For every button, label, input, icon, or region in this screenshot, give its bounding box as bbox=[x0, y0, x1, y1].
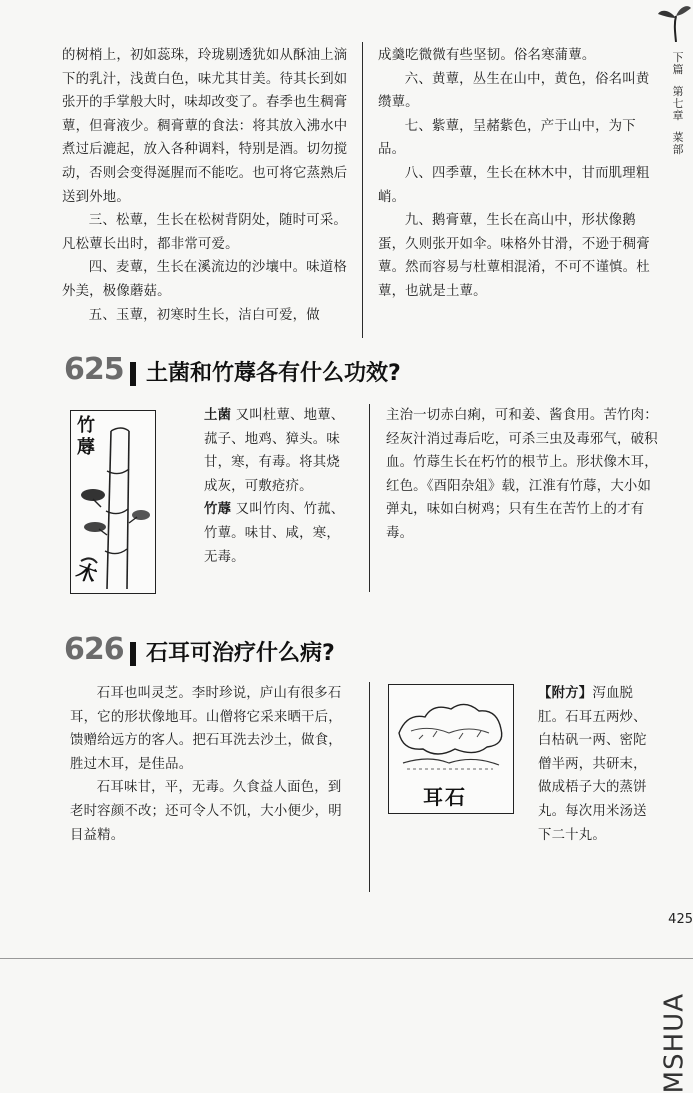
top-right-paragraph: 八、四季蕈，生长在林木中，甘而肌理粗峭。 bbox=[378, 165, 650, 205]
body-paragraph: 主治一切赤白痢，可和姜、酱食用。苦竹肉：经灰汁消过毒后吃，可杀三虫及毒邪气，破积血。竹蓐生长在朽竹的根节上。形状像木耳，红色。《酉阳杂俎》载，江淮有竹蓐，大小如弹丸，味如白树鸡；只有生在苦竹上的才有毒。 bbox=[386, 408, 658, 541]
section-title: 土菌和竹蓐各有什么功效? bbox=[146, 361, 401, 386]
term-paragraph bbox=[196, 498, 352, 569]
figure-caption: 竹蓐 bbox=[77, 415, 95, 458]
section-title: 石耳可治疗什么病? bbox=[146, 641, 335, 666]
top-left-paragraph: 的树梢上，初如蕊珠，玲珑剔透犹如从酥油上滴下的乳汁，浅黄白色，味尤其甘美。待其长到如张开的手掌般大时，味却改变了。春季也生稠膏蕈，但膏液少。稠膏蕈的食法：将其放入沸水中煮过后漉起，放入各种调料，特别是酒。切勿搅动，否则会变得涎腥而不能吃。也可将它蒸熟后送到外地。 bbox=[62, 48, 348, 205]
column-divider bbox=[362, 42, 363, 338]
formula-label: 【附方】 bbox=[538, 685, 593, 701]
top-left-paragraph: 四、麦蕈，生长在溪流边的沙壤中。味道格外美，极像蘑菇。 bbox=[62, 260, 348, 299]
top-right-paragraph: 成羹吃微微有些坚韧。俗名寒蒲蕈。 bbox=[378, 48, 596, 63]
figure-caption: 耳石 bbox=[423, 785, 467, 809]
term-label: 土菌 bbox=[204, 407, 232, 423]
s626-right-column bbox=[530, 682, 660, 847]
top-left-paragraph: 五、玉蕈，初寒时生长，洁白可爱，做 bbox=[88, 307, 320, 323]
stone-ear-illustration bbox=[388, 684, 514, 814]
formula-text: 泻血脱肛。石耳五两炒、白枯矾一两、密陀僧半两，共研末，做成梧子大的蒸饼丸。每次用米汤送下二十丸。 bbox=[538, 686, 647, 843]
top-left-column bbox=[62, 44, 350, 327]
side-chapter-label: 第七章 bbox=[672, 85, 684, 122]
s625-middle-column bbox=[196, 404, 352, 569]
body-paragraph: 石耳味甘，平，无毒。久食益人面色，到老时容颜不改；还可令人不饥，大小便少，明目益精。 bbox=[70, 780, 342, 843]
term-label: 竹蓐 bbox=[204, 501, 232, 518]
side-section-label: 菜部 bbox=[672, 131, 684, 156]
s625-right-column bbox=[386, 404, 658, 546]
figure-mark: 木 bbox=[72, 558, 100, 588]
watermark: MSHUA bbox=[659, 993, 689, 1093]
side-part-label: 下篇 bbox=[672, 51, 684, 76]
section-bar bbox=[130, 642, 136, 666]
sprout-logo-icon bbox=[656, 2, 692, 42]
top-right-column bbox=[378, 44, 660, 304]
bamboo-fungus-illustration bbox=[70, 410, 156, 594]
body-paragraph: 石耳也叫灵芝。李时珍说，庐山有很多石耳，它的形状像地耳。山僧将它采来晒干后，馈赠给远方的客人。把石耳洗去沙土，做食，胜过木耳，是佳品。 bbox=[70, 686, 342, 772]
term-text: 又叫竹肉、竹菰、竹蕈。味甘、咸，寒，无毒。 bbox=[204, 502, 345, 565]
top-left-paragraph: 三、松蕈，生长在松树背阴处，随时可采。凡松蕈长出时，都非常可爱。 bbox=[62, 213, 348, 252]
section-bar bbox=[130, 362, 136, 386]
top-right-paragraph: 九、鹅膏蕈，生长在高山中，形状像鹅蛋，久则张开如伞。味格外甘滑，不逊于稠膏蕈。然而容易与杜蕈相混淆，不可不谨慎。杜蕈，也就是土蕈。 bbox=[378, 213, 650, 299]
page-number: 425 bbox=[668, 912, 693, 927]
term-text: 又叫杜蕈、地蕈、菰子、地鸡、獐头。味甘，寒，有毒。将其烧成灰，可敷疮疥。 bbox=[204, 408, 345, 494]
section-number: 626 bbox=[64, 632, 124, 667]
s626-left-column bbox=[70, 682, 354, 847]
section-number: 625 bbox=[64, 352, 124, 387]
top-right-paragraph: 七、紫蕈，呈赭紫色，产于山中，为下品。 bbox=[378, 118, 636, 158]
footer-rule bbox=[0, 958, 693, 959]
column-divider bbox=[369, 404, 370, 592]
term-paragraph bbox=[196, 404, 352, 498]
formula-paragraph bbox=[530, 682, 660, 847]
top-right-paragraph: 六、黄蕈，丛生在山中，黄色，俗名叫黄缵蕈。 bbox=[378, 71, 650, 111]
column-divider bbox=[369, 682, 370, 892]
